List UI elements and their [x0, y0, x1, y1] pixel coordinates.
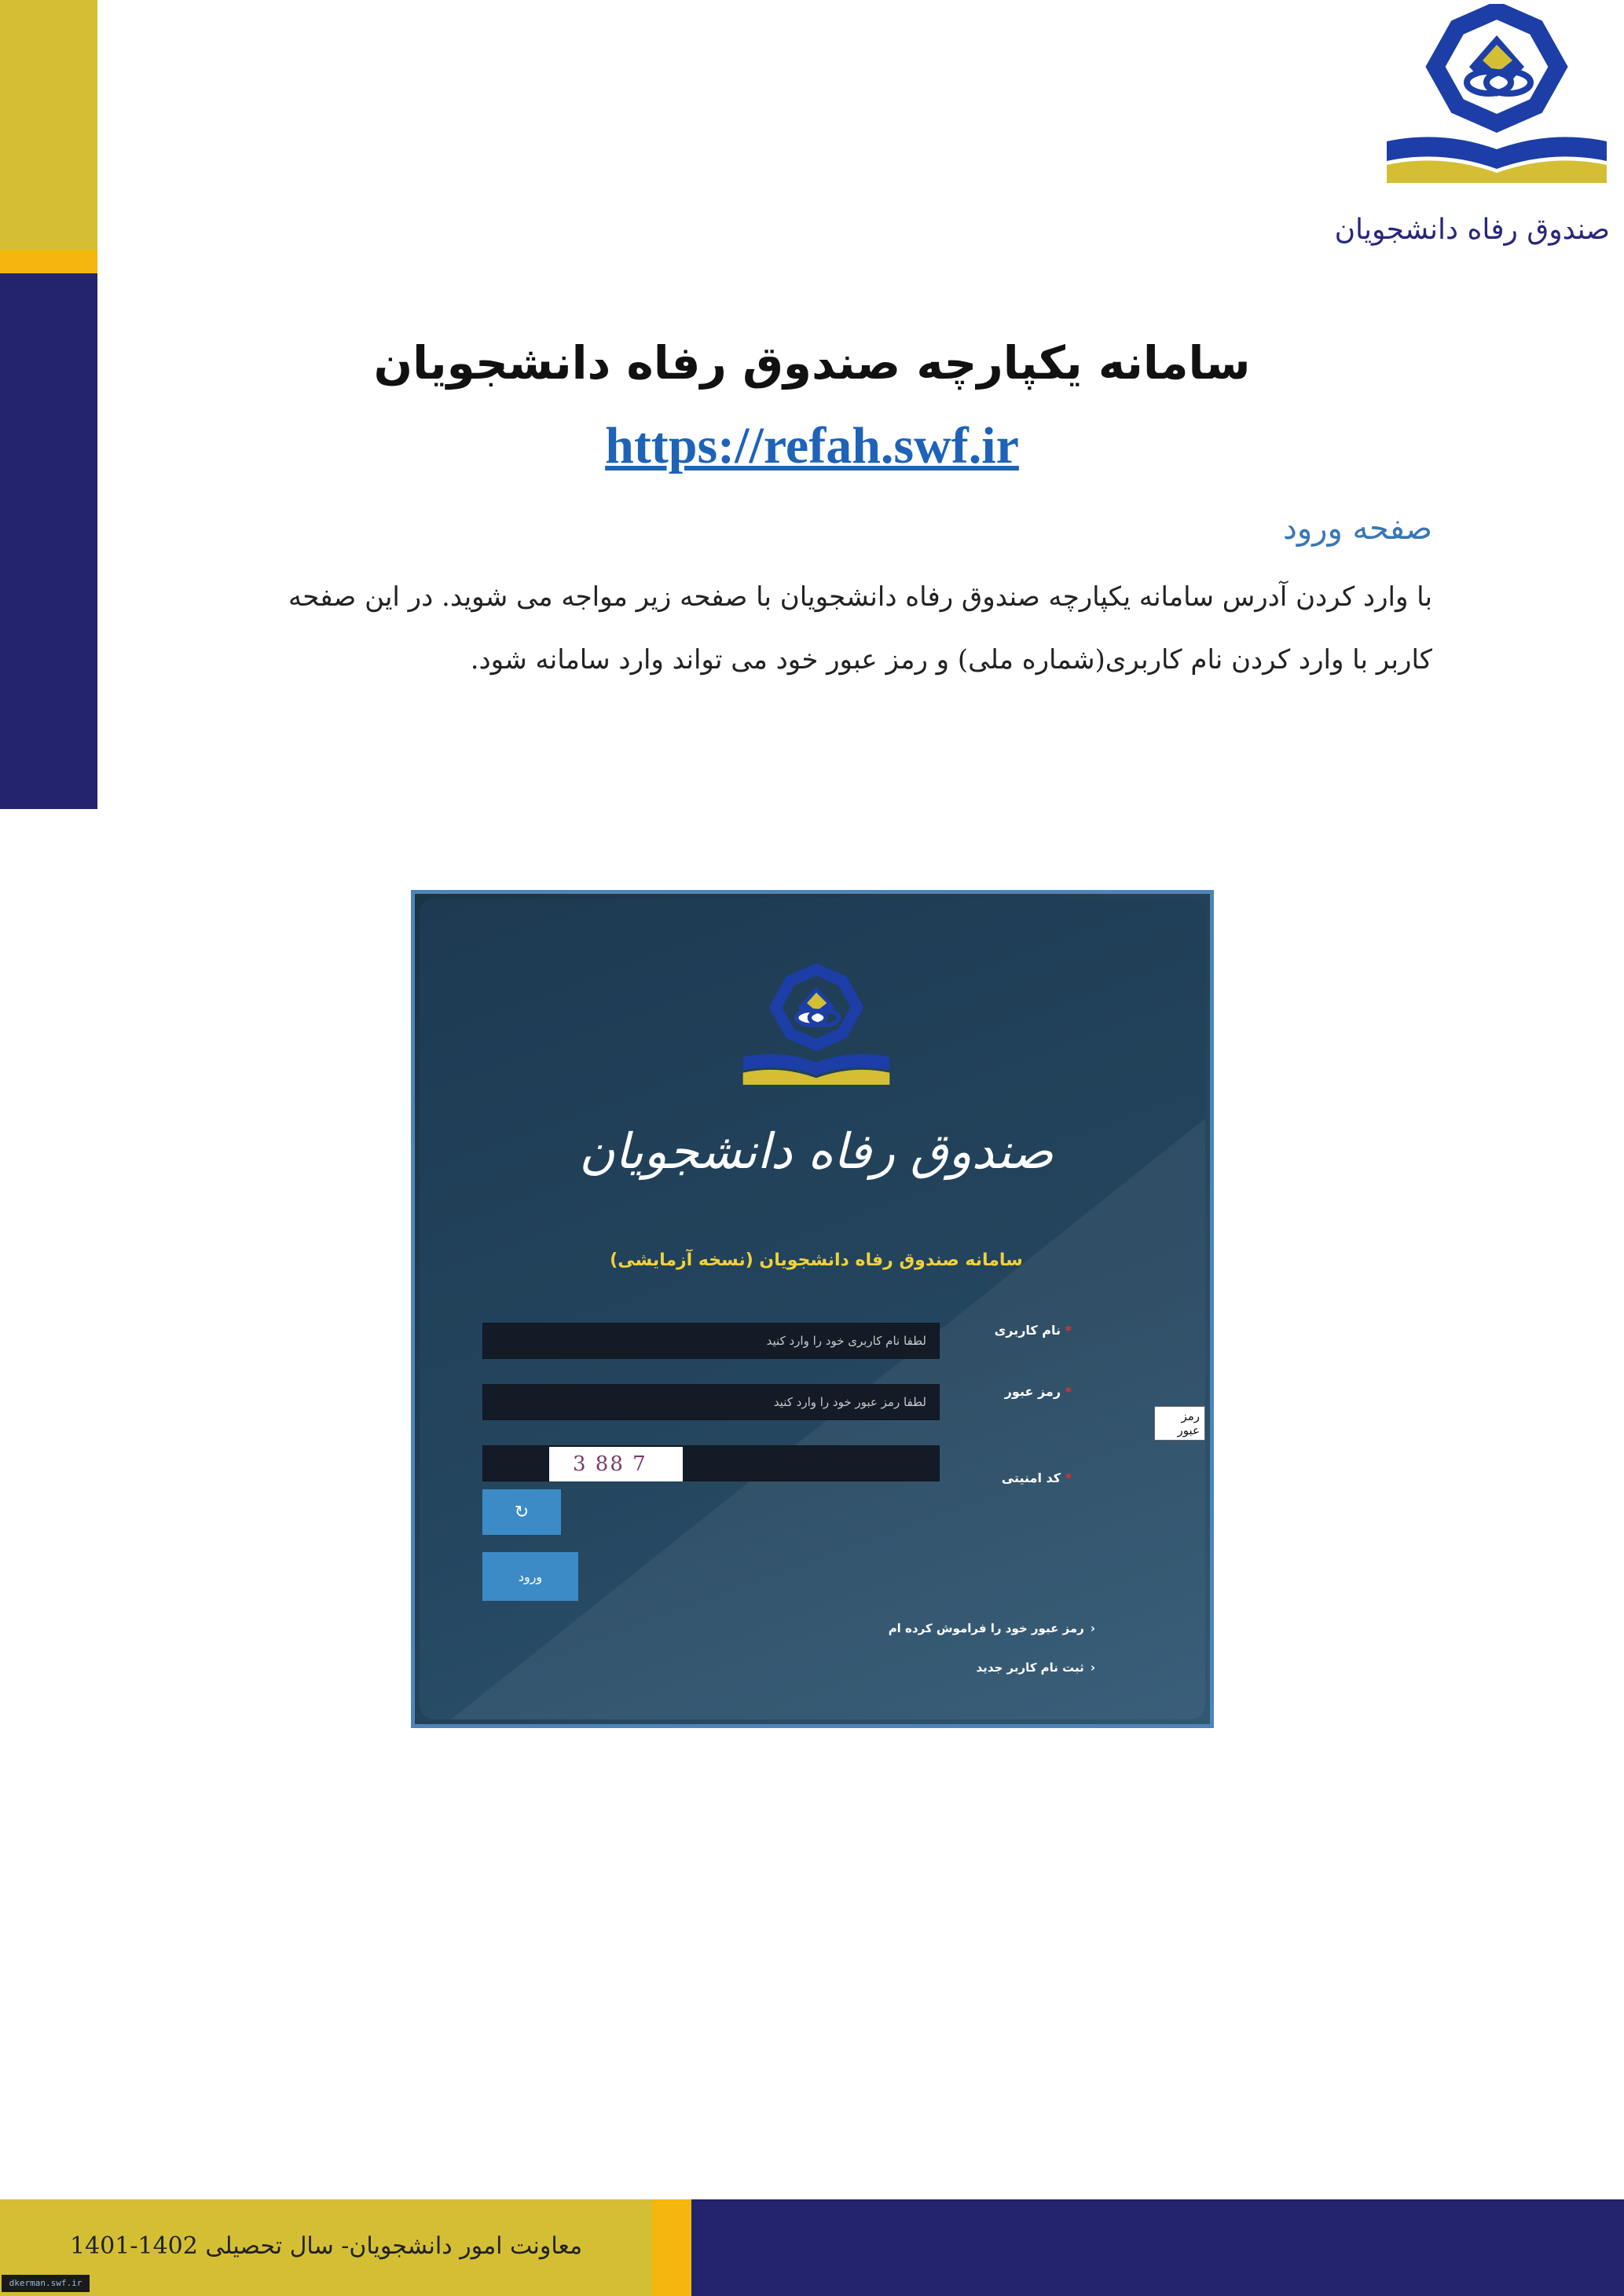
header-logo-text: صندوق رفاه دانشجویان: [1334, 214, 1610, 246]
username-label: * نام کاربری: [994, 1323, 1072, 1338]
password-label: * رمز عبور: [1004, 1384, 1072, 1399]
password-tooltip: رمز عبور: [1154, 1406, 1205, 1441]
swf-logo-icon: [1379, 4, 1615, 192]
left-bar-orange: [0, 250, 97, 273]
refresh-captcha-button[interactable]: [482, 1489, 561, 1535]
required-mark: *: [1065, 1384, 1072, 1399]
page-title: سامانه یکپارچه صندوق رفاه دانشجویان: [373, 336, 1251, 390]
chevron-left-icon: ‹: [1090, 1621, 1095, 1635]
login-panel: [420, 899, 1205, 1719]
password-input[interactable]: [482, 1384, 940, 1420]
footer-text: معاونت امور دانشجویان- سال تحصیلی 1402-1401: [69, 2232, 583, 2260]
body-line-2: کاربر با وارد کردن نام کاربری(شماره ملی) و رمز عبور خود می تواند وارد سامانه شود.: [470, 644, 1432, 676]
logo-calligraphy: صندوق رفاه دانشجویان: [579, 1122, 1054, 1180]
required-mark: *: [1065, 1470, 1072, 1485]
login-screenshot: [411, 890, 1214, 1728]
captcha-label: * کد امنیتی: [1001, 1470, 1072, 1485]
chevron-left-icon: ‹: [1090, 1661, 1095, 1675]
footer-bar-orange: [652, 2199, 691, 2296]
system-url-link[interactable]: https://refah.swf.ir: [605, 417, 1019, 474]
footer-bar-navy: [691, 2199, 1624, 2296]
section-heading: صفحه ورود: [1283, 511, 1432, 547]
required-mark: *: [1065, 1323, 1072, 1338]
refresh-icon: ↻: [514, 1502, 530, 1522]
system-title: سامانه صندوق رفاه دانشجویان (نسخه آزمایشی): [610, 1251, 1023, 1270]
body-line-1: با وارد کردن آدرس سامانه یکپارچه صندوق رفاه دانشجویان با صفحه زیر مواجه می شوید. در این صفحه: [288, 581, 1432, 613]
body-paragraph: [207, 566, 1432, 691]
username-input[interactable]: [482, 1323, 940, 1359]
swf-logo-small-icon: [738, 961, 895, 1095]
left-bar-yellow: [0, 0, 97, 250]
login-button[interactable]: ورود: [482, 1552, 578, 1601]
footer-badge: dkerman.swf.ir: [2, 2275, 90, 2292]
forgot-password-link[interactable]: ‹رمز عبور خود را فراموش کرده ام: [888, 1621, 1095, 1635]
captcha-image: 3 88 7: [549, 1447, 683, 1481]
register-link[interactable]: ‹ثبت نام کاربر جدید: [976, 1661, 1095, 1675]
